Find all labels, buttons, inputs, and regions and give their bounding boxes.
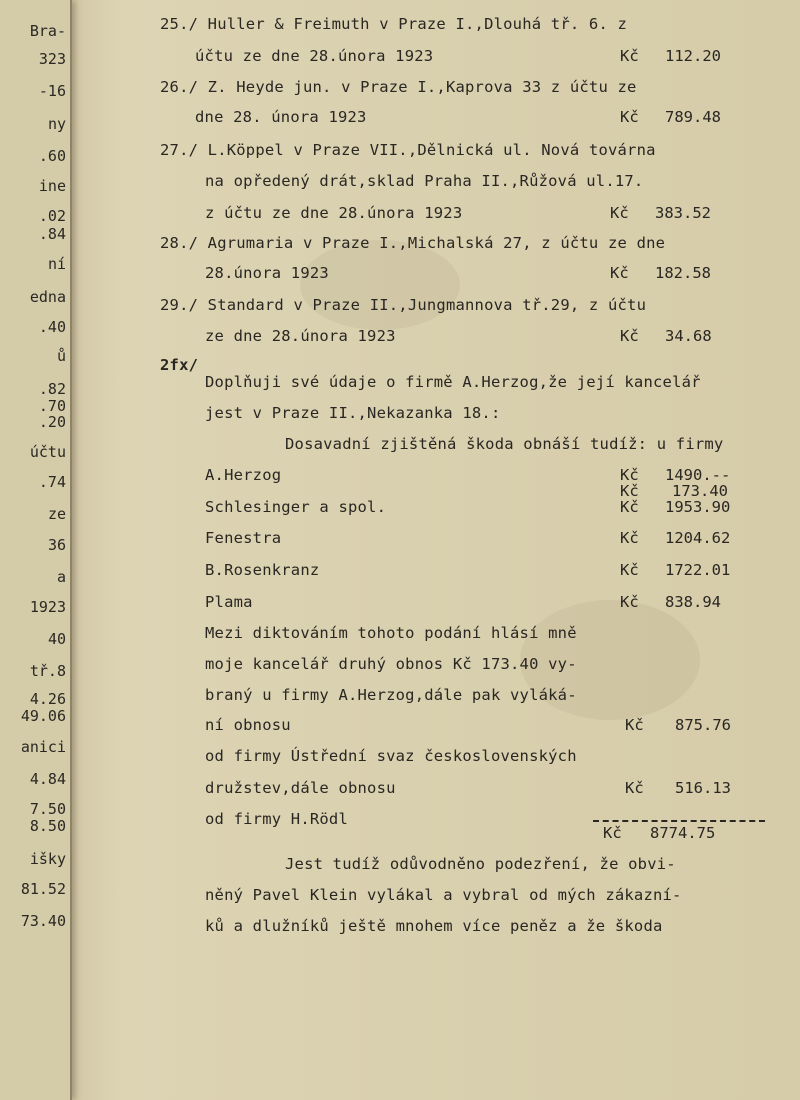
damage-firm: Schlesinger a spol.: [205, 498, 387, 516]
entry-25-amount: 112.20: [665, 47, 721, 65]
dictation-amount-1-currency: Kč: [625, 716, 644, 734]
entry-27-line-3: z účtu ze dne 28.února 1923: [205, 204, 463, 222]
dictation-line-7: od firmy H.Rödl: [205, 810, 348, 828]
conclusion-line-2: něný Pavel Klein vylákal a vybral od mých zákazní-: [205, 886, 682, 904]
damage-amount: 173.40: [672, 482, 728, 500]
entry-29-currency: Kč: [620, 327, 639, 345]
damage-currency: Kč: [620, 466, 639, 484]
strip-text: tř.8: [29, 662, 66, 680]
strip-text: .74: [38, 473, 66, 491]
damage-currency: Kč: [620, 529, 639, 547]
strip-text: anici: [20, 738, 66, 756]
conclusion-line-3: ků a dlužníků ještě mnohem více peněz a že škoda: [205, 917, 663, 935]
entry-27-currency: Kč: [610, 204, 629, 222]
dictation-line-5: od firmy Ústřední svaz československých: [205, 747, 577, 765]
strip-text: 40: [47, 630, 66, 648]
damage-currency: Kč: [620, 593, 639, 611]
dictation-amount-2-currency: Kč: [625, 779, 644, 797]
strip-text: .70: [38, 397, 66, 415]
damage-firm: B.Rosenkranz: [205, 561, 320, 579]
strip-text: 36: [47, 536, 66, 554]
sum-rule: [593, 820, 765, 822]
strip-text: .40: [38, 318, 66, 336]
entry-25-line-2: účtu ze dne 28.února 1923: [195, 47, 434, 65]
damage-amount: 1953.90: [665, 498, 731, 516]
damage-currency: Kč: [620, 561, 639, 579]
entry-26-line-1: 26./ Z. Heyde jun. v Praze I.,Kaprova 33 z účtu ze: [160, 78, 637, 96]
dictation-amount-1: 875.76: [675, 716, 731, 734]
damage-amount: 838.94: [665, 593, 721, 611]
entry-26-currency: Kč: [620, 108, 639, 126]
dictation-line-3: braný u firmy A.Herzog,dále pak vyláká-: [205, 686, 577, 704]
strip-text: ny: [47, 115, 66, 133]
damage-currency: Kč: [620, 498, 639, 516]
paper-stain: [300, 240, 460, 330]
damage-firm: A.Herzog: [205, 466, 282, 484]
damage-firm: Plama: [205, 593, 253, 611]
entry-27-line-2: na opředený drát,sklad Praha II.,Růžová ul.17.: [205, 172, 644, 190]
entry-27-amount: 383.52: [655, 204, 711, 222]
herzog-note-line-2: jest v Praze II.,Nekazanka 18.:: [205, 404, 501, 422]
strip-text: išky: [29, 850, 66, 868]
strip-text: edna: [29, 288, 66, 306]
entry-28-currency: Kč: [610, 264, 629, 282]
strip-text: 4.84: [29, 770, 66, 788]
damage-currency: Kč: [620, 482, 639, 500]
dictation-line-6: družstev,dále obnosu: [205, 779, 396, 797]
damage-firm: Fenestra: [205, 529, 282, 547]
strip-text: ze: [47, 505, 66, 523]
damage-amount: 1204.62: [665, 529, 731, 547]
strip-text: 49.06: [20, 707, 66, 725]
total-amount: 8774.75: [650, 824, 716, 842]
strip-text: 81.52: [20, 880, 66, 898]
strip-text: .82: [38, 380, 66, 398]
strip-text: 8.50: [29, 817, 66, 835]
herzog-note-line-1: Doplňuji své údaje o firmě A.Herzog,že její kancelář: [205, 373, 701, 391]
strip-text: a: [56, 568, 66, 586]
total-currency: Kč: [603, 824, 622, 842]
strip-text: účtu: [29, 443, 66, 461]
strip-text: ní: [47, 255, 66, 273]
conclusion-line-1: Jest tudíž odůvodněno podezření, že obvi-: [285, 855, 676, 873]
strip-text: -16: [38, 82, 66, 100]
dictation-line-4: ní obnosu: [205, 716, 291, 734]
entry-28-line-1: 28./ Agrumaria v Praze I.,Michalská 27, z účtu ze dne: [160, 234, 666, 252]
strip-text: 73.40: [20, 912, 66, 930]
strip-text: .02: [38, 207, 66, 225]
damage-intro: Dosavadní zjištěná škoda obnáší tudíž: u firmy: [285, 435, 724, 453]
strip-text: .20: [38, 413, 66, 431]
entry-29-amount: 34.68: [665, 327, 712, 345]
strip-text: 1923: [29, 598, 66, 616]
strip-text: Bra-: [29, 22, 66, 40]
strip-text: ů: [56, 347, 66, 365]
dictation-line-1: Mezi diktováním tohoto podání hlásí mně: [205, 624, 577, 642]
entry-28-amount: 182.58: [655, 264, 711, 282]
entry-26-line-2: dne 28. února 1923: [195, 108, 367, 126]
entry-28-line-2: 28.února 1923: [205, 264, 329, 282]
strip-text: 4.26: [29, 690, 66, 708]
strip-text: 323: [38, 50, 66, 68]
damage-amount: 1722.01: [665, 561, 731, 579]
dictation-amount-2: 516.13: [675, 779, 731, 797]
entry-29-line-2: ze dne 28.února 1923: [205, 327, 396, 345]
damage-amount: 1490.--: [665, 466, 731, 484]
entry-25-line-1: 25./ Huller & Freimuth v Praze I.,Dlouhá tř. 6. z: [160, 15, 628, 33]
strip-text: .84: [38, 225, 66, 243]
underlying-page-strip: [0, 0, 72, 1100]
strip-text: .60: [38, 147, 66, 165]
entry-27-line-1: 27./ L.Köppel v Praze VII.,Dělnická ul. Nová továrna: [160, 141, 656, 159]
strip-text: 7.50: [29, 800, 66, 818]
dictation-line-2: moje kancelář druhý obnos Kč 173.40 vy-: [205, 655, 577, 673]
section-marker: 2fx/: [160, 356, 199, 374]
entry-25-currency: Kč: [620, 47, 639, 65]
strip-text: ine: [38, 177, 66, 195]
entry-26-amount: 789.48: [665, 108, 721, 126]
entry-29-line-1: 29./ Standard v Praze II.,Jungmannova tř.29, z účtu: [160, 296, 647, 314]
